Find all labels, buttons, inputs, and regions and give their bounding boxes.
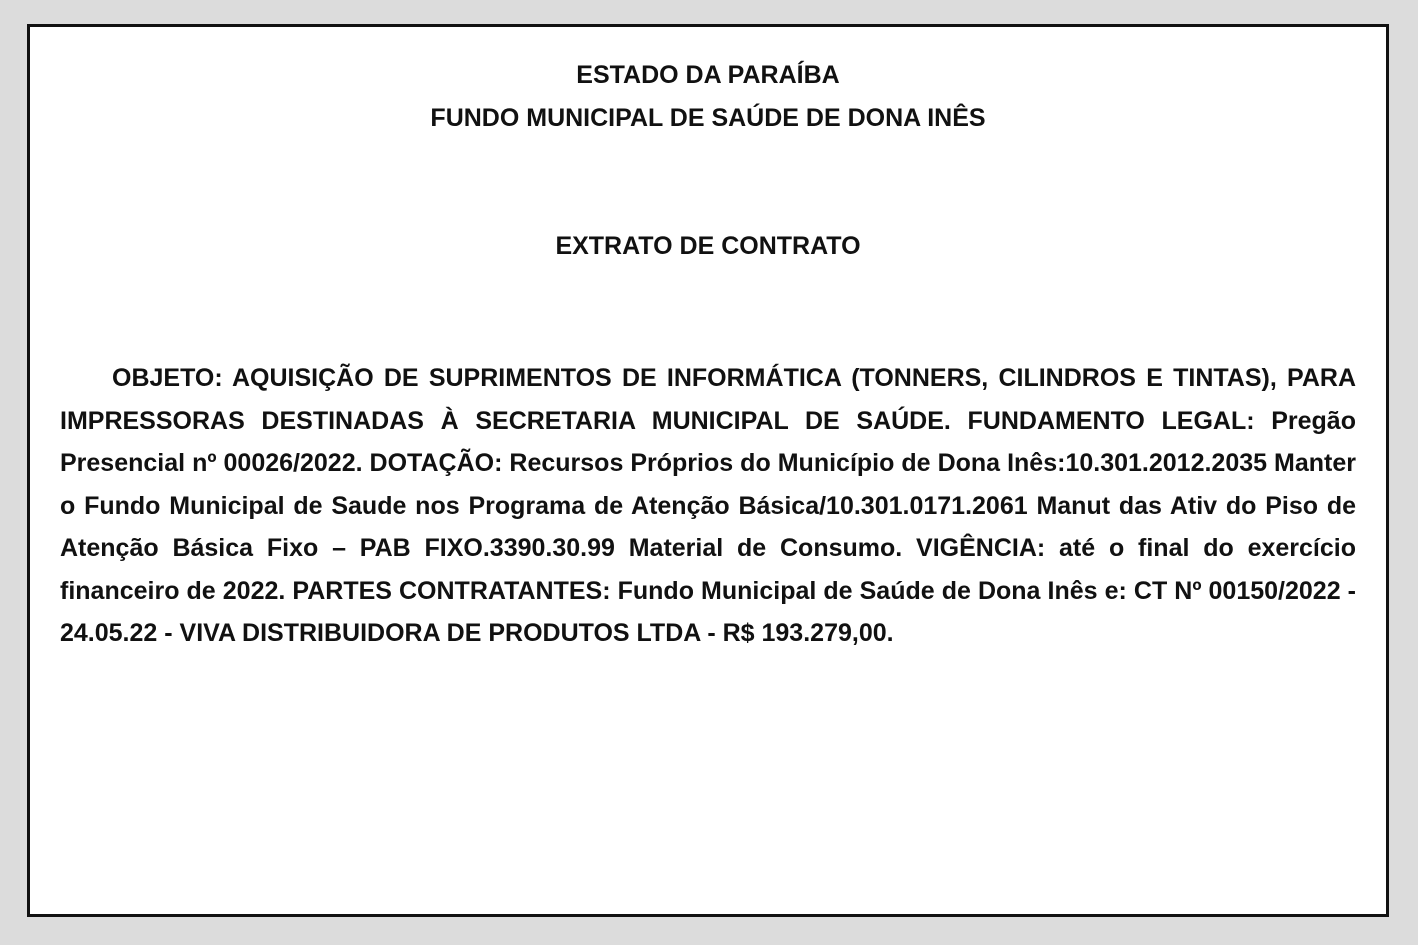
state-heading: ESTADO DA PARAÍBA <box>576 61 840 89</box>
document-title: EXTRATO DE CONTRATO <box>555 232 861 260</box>
contract-body-text: OBJETO: AQUISIÇÃO DE SUPRIMENTOS DE INFORMÁTICA (TONNERS, CILINDROS E TINTAS), PARA IMPRESSORAS DESTINADAS À SECRETARIA MUNICIPAL DE SAÚDE. FUNDAMENTO LEGAL: Pregão Presencial nº 00026/2022. DOTAÇÃO: Recursos Próprios do Município de Dona Inês:10.301.2012.2035 Manter o Fundo Municipal de Saude nos Programa de Atenção Básica/10.301.0171.2061 Manut das Ativ do Piso de Atenção Básica Fixo – PAB FIXO.3390.30.99 Material de Consumo. VIGÊNCIA: até o final do exercício financeiro de 2022. PARTES CONTRATANTES: Fundo Municipal de Saúde de Dona Inês e: CT Nº 00150/2022 - 24.05.22 - VIVA DISTRIBUIDORA DE PRODUTOS LTDA - R$ 193.279,00. <box>60 364 1356 647</box>
fund-heading: FUNDO MUNICIPAL DE SAÚDE DE DONA INÊS <box>430 104 986 132</box>
contract-notice <box>27 24 1389 917</box>
